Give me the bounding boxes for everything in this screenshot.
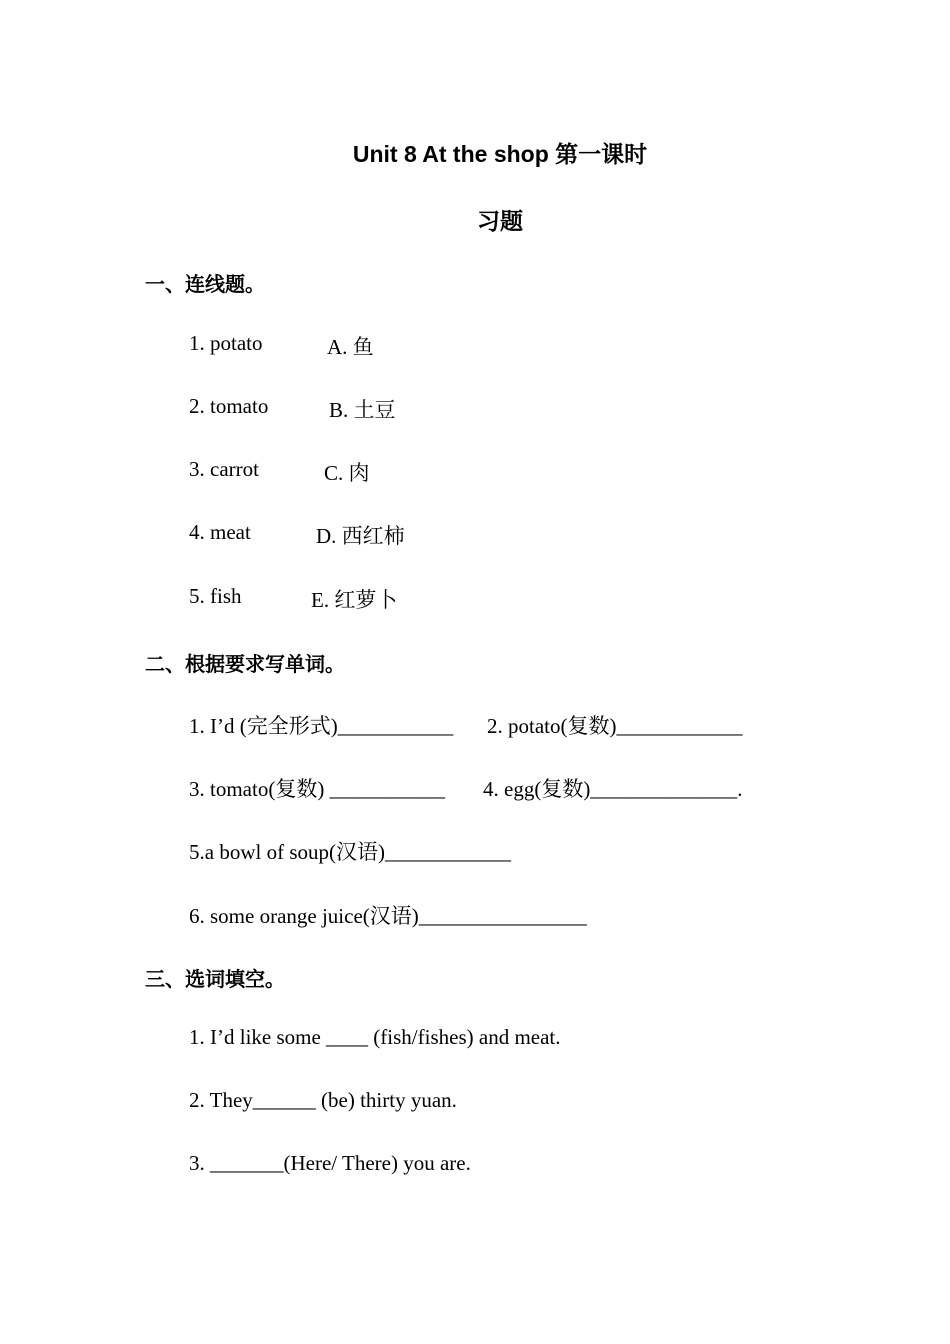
- fill-item: 2. They______ (be) thirty yuan.: [189, 1088, 457, 1112]
- page-title: Unit 8 At the shop 第一课时: [352, 141, 648, 167]
- section-heading-fill-blanks: 三、选词填空。: [145, 969, 285, 991]
- write-item: 2. potato(复数)____________: [487, 714, 743, 738]
- match-item-left: 5. fish: [189, 584, 242, 608]
- write-item: 3. tomato(复数) ___________: [189, 777, 446, 801]
- match-item-right: B. 土豆: [329, 398, 396, 422]
- write-item: 6. some orange juice(汉语)________________: [189, 904, 587, 928]
- match-item-right: D. 西红柿: [316, 524, 405, 548]
- write-item: 4. egg(复数)______________.: [483, 777, 743, 801]
- write-item: 1. I’d (完全形式)___________: [189, 714, 454, 738]
- write-item: 5.a bowl of soup(汉语)____________: [189, 840, 511, 864]
- match-item-right: C. 肉: [324, 461, 370, 485]
- match-item-right: A. 鱼: [327, 335, 374, 359]
- match-item-left: 3. carrot: [189, 457, 259, 481]
- fill-item: 1. I’d like some ____ (fish/fishes) and meat.: [189, 1025, 561, 1049]
- page-subtitle: 习题: [477, 208, 523, 234]
- section-heading-matching: 一、连线题。: [145, 274, 265, 296]
- match-item-left: 1. potato: [189, 331, 263, 355]
- match-item-left: 2. tomato: [189, 394, 269, 418]
- match-item-right: E. 红萝卜: [311, 588, 398, 612]
- fill-item: 3. _______(Here/ There) you are.: [189, 1151, 471, 1175]
- section-heading-write-words: 二、根据要求写单词。: [145, 654, 345, 676]
- match-item-left: 4. meat: [189, 520, 251, 544]
